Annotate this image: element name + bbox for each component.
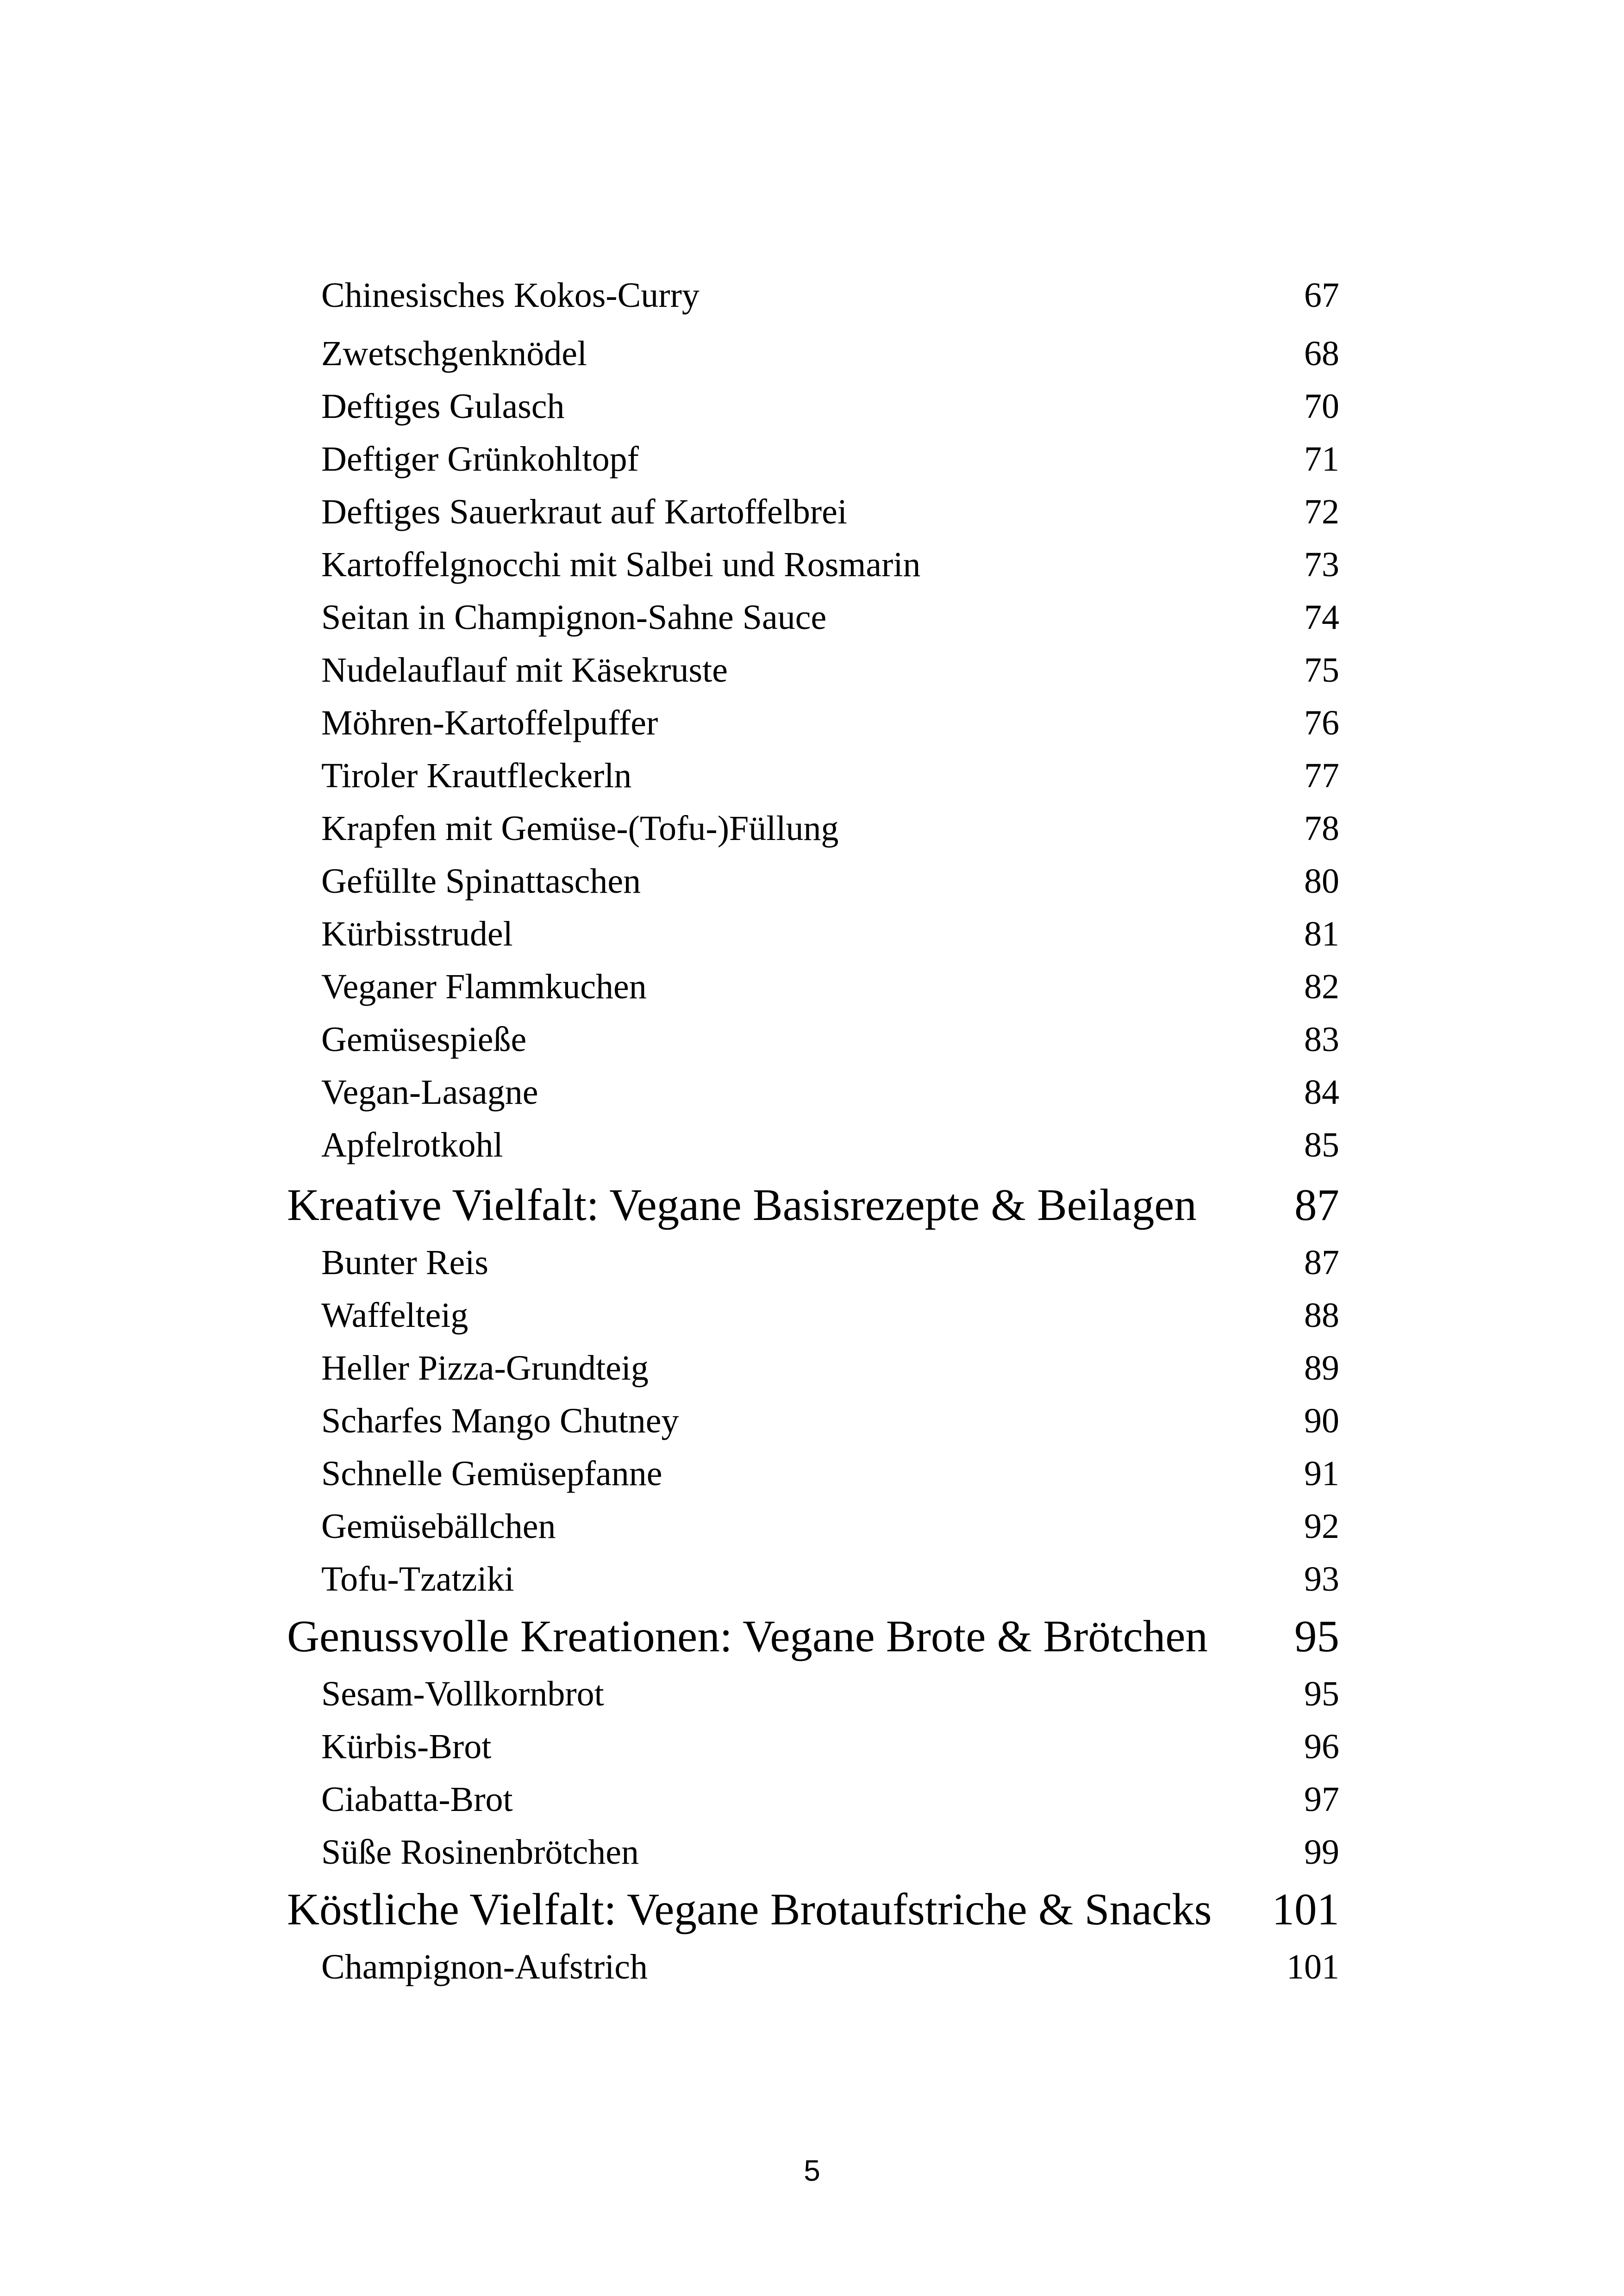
toc-entry-title: Bunter Reis [321,1243,488,1282]
toc-entry-page: 84 [1304,1073,1339,1112]
toc-entry-page: 76 [1304,703,1339,742]
toc-entry-page: 68 [1304,334,1339,373]
toc-entry-title: Veganer Flammkuchen [321,967,647,1006]
toc-entry-title: Ciabatta-Brot [321,1780,513,1819]
toc-entry-title: Kürbis-Brot [321,1727,492,1766]
toc-entry-page: 97 [1304,1780,1339,1819]
toc-entry-title: Zwetschgenknödel [321,334,587,373]
toc-entry-title: Tiroler Krautfleckerln [321,756,632,795]
toc-entry-title: Sesam-Vollkornbrot [321,1674,604,1713]
toc-entry-page: 99 [1304,1833,1339,1872]
toc-section-title: Kreative Vielfalt: Vegane Basisrezepte & Beilagen [287,1180,1197,1230]
toc-entry-page: 92 [1304,1507,1339,1546]
toc-entry-page: 71 [1304,440,1339,479]
toc-entry-title: Waffelteig [321,1296,468,1335]
toc-entry-page: 83 [1304,1020,1339,1059]
toc-entry-page: 96 [1304,1727,1339,1766]
page-number: 5 [804,2154,820,2187]
toc-entry-title: Apfelrotkohl [321,1126,503,1164]
toc-entry-page: 95 [1304,1674,1339,1713]
toc-entry-title: Tofu-Tzatziki [321,1560,514,1599]
toc-entry-title: Gemüsebällchen [321,1507,556,1546]
toc-entry-page: 85 [1304,1126,1339,1164]
toc-entry-title: Deftiges Gulasch [321,387,565,426]
toc-entry-page: 73 [1304,545,1339,584]
toc-entry-title: Heller Pizza-Grundteig [321,1349,649,1388]
toc-entry-title: Deftiger Grünkohltopf [321,440,639,479]
toc-entry-title: Krapfen mit Gemüse-(Tofu-)Füllung [321,809,839,848]
toc-entry-title: Seitan in Champignon-Sahne Sauce [321,598,827,637]
toc-entry-page: 89 [1304,1349,1339,1388]
toc-entry-title: Deftiges Sauerkraut auf Kartoffelbrei [321,492,847,531]
toc-entry-title: Gefüllte Spinattaschen [321,862,641,901]
toc-entry-page: 74 [1304,598,1339,637]
toc-section-page: 87 [1294,1180,1339,1230]
toc-entry-title: Chinesisches Kokos-Curry [321,276,700,315]
toc-entry-page: 101 [1287,1948,1339,1986]
toc-entry-title: Champignon-Aufstrich [321,1948,648,1986]
toc-entry-page: 87 [1304,1243,1339,1282]
toc-entry-title: Möhren-Kartoffelpuffer [321,703,658,742]
toc-entry-title: Süße Rosinenbrötchen [321,1833,639,1872]
toc-entry-page: 77 [1304,756,1339,795]
toc-entry-title: Kartoffelgnocchi mit Salbei und Rosmarin [321,545,921,584]
toc-entry-page: 91 [1304,1454,1339,1493]
toc-entry-title: Nudelauflauf mit Käsekruste [321,651,728,690]
toc-entry-page: 90 [1304,1401,1339,1440]
toc-entry-page: 72 [1304,492,1339,531]
toc-entry-page: 75 [1304,651,1339,690]
toc-section-page: 95 [1294,1612,1339,1661]
toc-entry-page: 93 [1304,1560,1339,1599]
toc-entry-page: 80 [1304,862,1339,901]
toc-entry-page: 78 [1304,809,1339,848]
toc-entry-page: 88 [1304,1296,1339,1335]
toc-section-title: Genussvolle Kreationen: Vegane Brote & Brötchen [287,1612,1208,1661]
toc-entry-title: Vegan-Lasagne [321,1073,538,1112]
toc-section-page: 101 [1272,1885,1339,1934]
toc-entry-title: Kürbisstrudel [321,915,513,953]
toc-entry-page: 67 [1304,276,1339,315]
toc-entry-title: Gemüsespieße [321,1020,527,1059]
toc-section-title: Köstliche Vielfalt: Vegane Brotaufstriche & Snacks [287,1885,1212,1934]
toc-entry-page: 81 [1304,915,1339,953]
toc-entry-title: Schnelle Gemüsepfanne [321,1454,662,1493]
toc-entry-page: 70 [1304,387,1339,426]
toc-entry-page: 82 [1304,967,1339,1006]
toc-entry-title: Scharfes Mango Chutney [321,1401,679,1440]
